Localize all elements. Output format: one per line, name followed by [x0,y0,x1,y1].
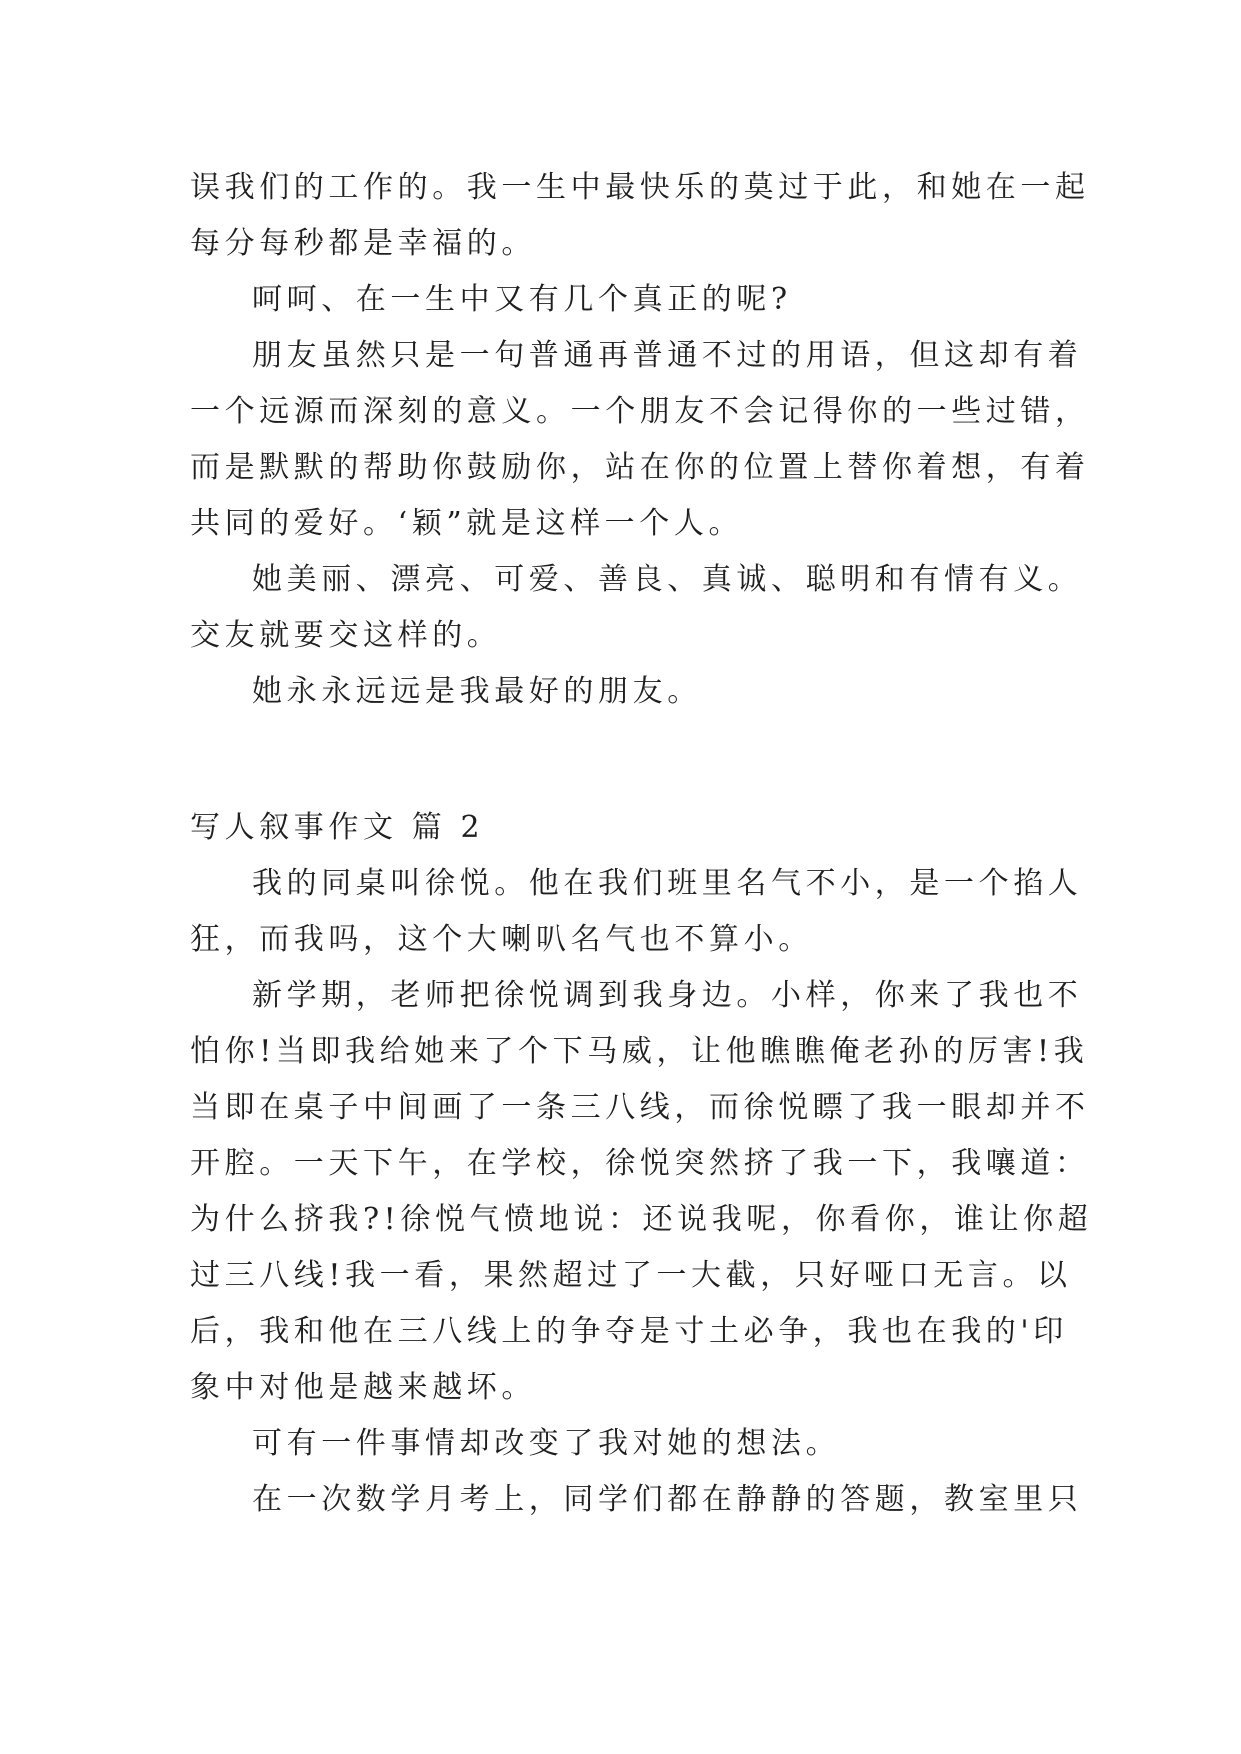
text-line: 我的同桌叫徐悦。他在我们班里名气不小，是一个掐人 [252,866,1083,901]
text-line: 误我们的工作的。我一生中最快乐的莫过于此，和她在一起 [190,170,1090,205]
text-line: 一个远源而深刻的意义。一个朋友不会记得你的一些过错， [190,394,1090,429]
section-gap [190,720,1070,800]
text-line: 朋友虽然只是一句普通再普通不过的用语，但这却有着 [252,338,1083,373]
section-after-heading [190,856,1093,1528]
text-line: 狂，而我吗，这个大喇叭名气也不算小。 [190,922,813,957]
text-line: 为什么挤我?!徐悦气愤地说：还说我呢，你看你，谁让你超 [190,1202,1093,1237]
text-line: 后，我和他在三八线上的争夺是寸土必争，我也在我的'印 [190,1314,1068,1349]
text-line: 当即在桌子中间画了一条三八线，而徐悦瞟了我一眼却并不 [190,1090,1090,1125]
text-line: 呵呵、在一生中又有几个真正的呢? [252,282,792,317]
text-line: 在一次数学月考上，同学们都在静静的答题，教室里只 [252,1482,1083,1517]
document-body [190,160,1093,1528]
text-line: 象中对他是越来越坏。 [190,1370,536,1405]
text-line: 每分每秒都是幸福的。 [190,226,536,261]
text-line: 过三八线!我一看，果然超过了一大截，只好哑口无言。以 [190,1258,1072,1293]
text-line: 怕你!当即我给她来了个下马威，让他瞧瞧俺老孙的厉害!我 [190,1034,1089,1069]
text-line: 交友就要交这样的。 [190,618,502,653]
text-line: 新学期，老师把徐悦调到我身边。小样，你来了我也不 [252,978,1083,1013]
text-line: 开腔。一天下午，在学校，徐悦突然挤了我一下，我嚷道： [190,1146,1090,1181]
text-line: 而是默默的帮助你鼓励你，站在你的位置上替你着想，有着 [190,450,1090,485]
text-line: 她美丽、漂亮、可爱、善良、真诚、聪明和有情有义。 [252,562,1083,597]
text-line: 她永永远远是我最好的朋友。 [252,674,702,709]
text-line: 共同的爱好。‘颖”就是这样一个人。 [190,506,744,541]
text-line: 可有一件事情却改变了我对她的想法。 [252,1426,841,1461]
essay-heading: 写人叙事作文 篇 2 [190,810,485,845]
section-before-heading [190,160,1090,720]
